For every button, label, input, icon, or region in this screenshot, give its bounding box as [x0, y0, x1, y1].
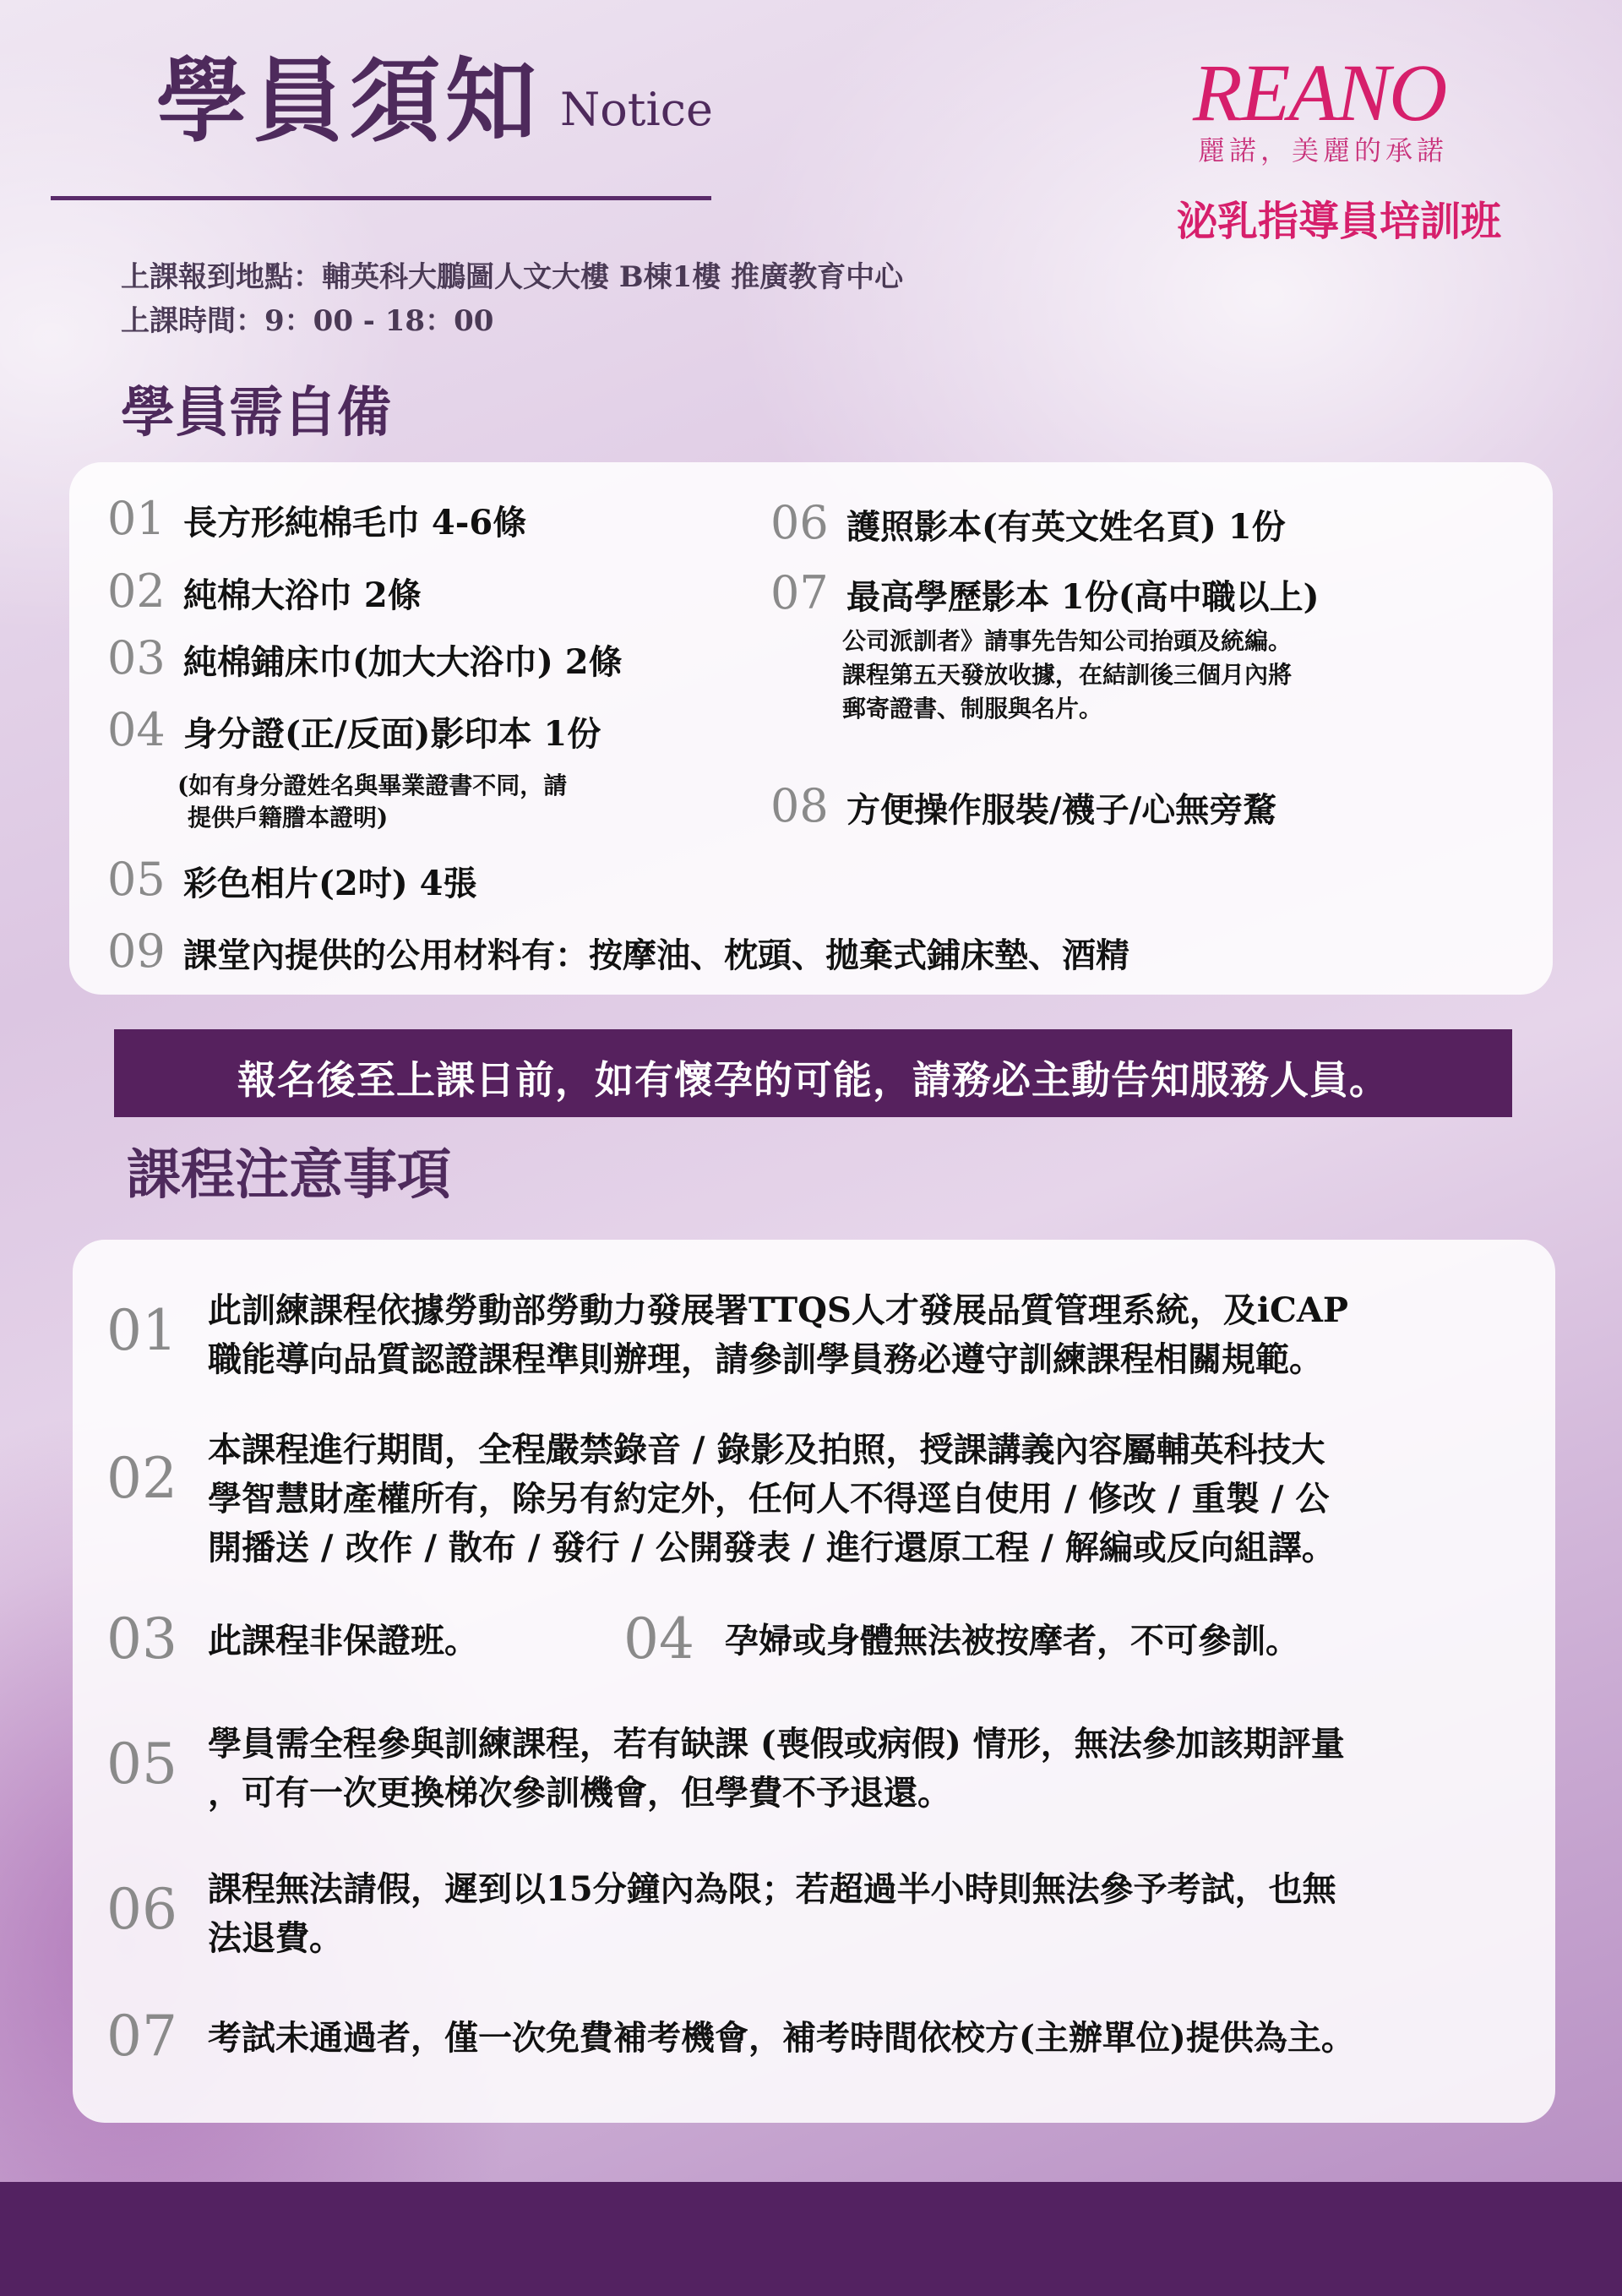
list-item: [106, 1606, 478, 1672]
item-note: (如有身分證姓名與畢業證書不同，請: [177, 772, 568, 799]
list-item: [106, 1865, 1336, 1963]
supplies-heading: 學員需自備: [121, 381, 391, 444]
item-text: 身分證(正/反面)影印本 1份: [183, 714, 601, 754]
brand-tagline: 麗諾，美麗的承諾: [1198, 134, 1449, 166]
item-number: 01: [106, 1298, 177, 1363]
item-text: 最高學歷影本 1份(高中職以上): [846, 577, 1320, 617]
item-number: 08: [770, 779, 829, 832]
item-number: 03: [106, 1606, 177, 1672]
page-title: 學員須知: [156, 48, 542, 155]
rule-line: 學員需全程參與訓練課程，若有缺課 (喪假或病假) 情形，無法參加該期評量: [208, 1724, 1345, 1764]
list-item: [107, 631, 623, 684]
page-title-en: Notice: [560, 83, 713, 136]
item-number: 05: [106, 1732, 177, 1797]
rule-line: 法退費。: [208, 1918, 343, 1958]
rule-line: 孕婦或身體無法被按摩者，不可參訓。: [725, 1621, 1299, 1661]
rule-line: 本課程進行期間，全程嚴禁錄音 / 錄影及拍照，授課講義內容屬輔英科技大: [208, 1430, 1325, 1470]
item-text: 純棉大浴巾 2條: [183, 575, 422, 615]
supplies-card: [69, 462, 1553, 995]
rule-line: 此訓練課程依據勞動部勞動力發展署TTQS人才發展品質管理系統，及iCAP: [208, 1290, 1348, 1330]
item-number: 04: [623, 1606, 694, 1672]
list-item: [107, 564, 422, 618]
rule-line: 考試未通過者，僅一次免費補考機會，補考時間依校方(主辦單位)提供為主。: [208, 2018, 1355, 2058]
item-note: 郵寄證書、制服與名片。: [842, 695, 1103, 723]
rule-line: 開播送 / 改作 / 散布 / 發行 / 公開發表 / 進行還原工程 / 解編或反向組譯。: [208, 1528, 1336, 1568]
item-text: 長方形純棉毛巾 4-6條: [183, 503, 527, 543]
banner-text: 報名後至上課日前，如有懷孕的可能，請務必主動告知服務人員。: [237, 1057, 1389, 1103]
list-item: [107, 703, 601, 756]
rules-heading: 課程注意事項: [127, 1143, 451, 1207]
item-number: 05: [107, 853, 166, 906]
footer-bar: [0, 2182, 1622, 2296]
rule-line: 課程無法請假，遲到以15分鐘內為限；若超過半小時則無法參予考試，也無: [208, 1869, 1336, 1909]
item-number: 04: [107, 703, 166, 756]
list-item: [770, 779, 1276, 832]
list-item: [106, 1286, 1348, 1384]
list-item: [106, 1426, 1336, 1573]
list-item: [107, 924, 1129, 978]
item-text: 純棉鋪床巾(加大大浴巾) 2條: [183, 642, 623, 682]
course-title: 泌乳指導員培訓班: [1177, 198, 1502, 245]
rules-card: [73, 1240, 1555, 2123]
brand-logo: REANO: [1193, 47, 1446, 138]
list-item: [106, 2004, 1355, 2069]
rule-line: ，可有一次更換梯次參訓機會，但學費不予退還。: [208, 1773, 951, 1813]
list-item: [107, 853, 476, 906]
title-divider: [51, 196, 711, 200]
list-item: [106, 1720, 1345, 1818]
rule-line: 職能導向品質認證課程準則辦理，請參訓學員務必遵守訓練課程相關規範。: [208, 1339, 1323, 1379]
item-text: 課堂內提供的公用材料有：按摩油、枕頭、拋棄式鋪床墊、酒精: [183, 935, 1129, 975]
item-note: 提供戶籍謄本證明): [188, 804, 389, 832]
item-number: 09: [107, 924, 166, 978]
location-info: 上課報到地點：輔英科大鵬圖人文大樓 B棟1樓 推廣教育中心: [121, 260, 904, 294]
item-number: 02: [107, 564, 166, 618]
time-info: 上課時間：9：00 - 18：00: [121, 304, 494, 338]
item-number: 02: [106, 1446, 177, 1511]
item-number: 06: [770, 496, 829, 549]
item-number: 03: [107, 631, 166, 684]
list-item: [623, 1606, 1299, 1672]
item-number: 06: [106, 1877, 177, 1942]
item-note: 公司派訓者》請事先告知公司抬頭及統編。: [842, 627, 1293, 655]
item-number: 07: [106, 2004, 177, 2069]
item-text: 護照影本(有英文姓名頁) 1份: [846, 507, 1286, 547]
pregnancy-notice-banner: [114, 1029, 1512, 1117]
list-item: [770, 566, 1320, 619]
item-number: 01: [107, 492, 166, 545]
rule-line: 學智慧財產權所有，除另有約定外，任何人不得逕自使用 / 修改 / 重製 / 公: [208, 1479, 1330, 1519]
rule-line: 此課程非保證班。: [208, 1621, 478, 1661]
item-note: 課程第五天發放收據，在結訓後三個月內將: [842, 661, 1293, 689]
list-item: [770, 496, 1286, 549]
list-item: [107, 492, 526, 545]
item-text: 方便操作服裝/襪子/心無旁騖: [846, 790, 1277, 830]
item-text: 彩色相片(2吋) 4張: [183, 864, 477, 903]
item-number: 07: [770, 566, 829, 619]
